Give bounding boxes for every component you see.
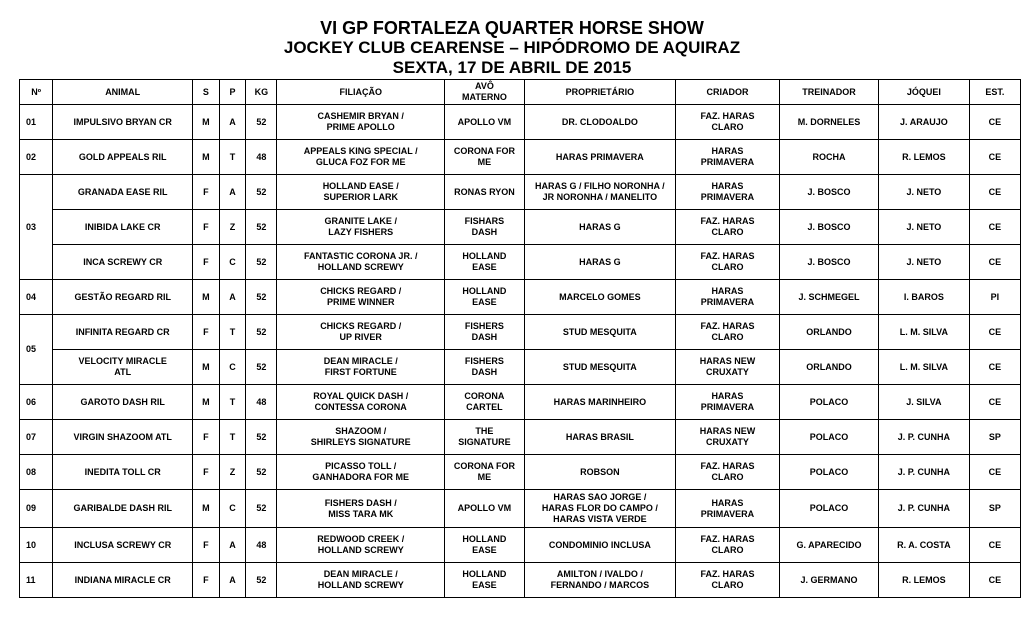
owner-cell: AMILTON / IVALDO / FERNANDO / MARCOS	[524, 563, 675, 598]
state-cell: PI	[969, 280, 1020, 315]
table-row	[20, 140, 1021, 175]
category-cell: T	[219, 315, 246, 350]
maternal-grandsire-cell: RONAS RYON	[444, 175, 524, 210]
trainer-cell: POLACO	[780, 455, 879, 490]
state-cell: SP	[969, 490, 1020, 528]
sex-cell: F	[193, 210, 220, 245]
weight-cell: 52	[246, 420, 277, 455]
sex-cell: F	[193, 315, 220, 350]
weight-cell: 52	[246, 563, 277, 598]
animal-cell: VIRGIN SHAZOOM ATL	[53, 420, 193, 455]
sex-cell: M	[193, 280, 220, 315]
breeder-cell: HARAS PRIMAVERA	[675, 385, 779, 420]
event-title: VI GP FORTALEZA QUARTER HORSE SHOW	[320, 18, 704, 38]
jockey-cell: R. A. COSTA	[878, 528, 969, 563]
category-cell: C	[219, 350, 246, 385]
state-cell: CE	[969, 350, 1020, 385]
sex-cell: F	[193, 175, 220, 210]
breeder-cell: FAZ. HARAS CLARO	[675, 315, 779, 350]
state-cell: CE	[969, 563, 1020, 598]
category-cell: A	[219, 105, 246, 140]
state-cell: CE	[969, 245, 1020, 280]
weight-cell: 48	[246, 140, 277, 175]
owner-cell: DR. CLODOALDO	[524, 105, 675, 140]
category-cell: T	[219, 420, 246, 455]
category-cell: A	[219, 563, 246, 598]
entry-number-cell: 10	[20, 528, 53, 563]
table-row	[20, 350, 1021, 385]
header-row	[20, 80, 1021, 105]
jockey-cell: R. LEMOS	[878, 140, 969, 175]
sex-cell: M	[193, 385, 220, 420]
jockey-cell: I. BAROS	[878, 280, 969, 315]
table-row	[20, 245, 1021, 280]
maternal-grandsire-cell: CORONA FOR ME	[444, 140, 524, 175]
category-cell: T	[219, 140, 246, 175]
weight-cell: 52	[246, 350, 277, 385]
weight-cell: 52	[246, 315, 277, 350]
column-header: EST.	[969, 80, 1020, 105]
animal-cell: INEDITA TOLL CR	[53, 455, 193, 490]
maternal-grandsire-cell: APOLLO VM	[444, 490, 524, 528]
sex-cell: M	[193, 350, 220, 385]
table-row	[20, 105, 1021, 140]
owner-cell: HARAS BRASIL	[524, 420, 675, 455]
animal-cell: INFINITA REGARD CR	[53, 315, 193, 350]
trainer-cell: M. DORNELES	[780, 105, 879, 140]
trainer-cell: J. SCHMEGEL	[780, 280, 879, 315]
entries-table	[19, 79, 1021, 598]
filiation-cell: ROYAL QUICK DASH / CONTESSA CORONA	[277, 385, 445, 420]
table-row	[20, 563, 1021, 598]
trainer-cell: G. APARECIDO	[780, 528, 879, 563]
maternal-grandsire-cell: CORONA FOR ME	[444, 455, 524, 490]
sex-cell: M	[193, 140, 220, 175]
animal-cell: GAROTO DASH RIL	[53, 385, 193, 420]
owner-cell: HARAS G / FILHO NORONHA / JR NORONHA / MANELITO	[524, 175, 675, 210]
breeder-cell: HARAS NEW CRUXATY	[675, 420, 779, 455]
filiation-cell: SHAZOOM / SHIRLEYS SIGNATURE	[277, 420, 445, 455]
weight-cell: 48	[246, 385, 277, 420]
breeder-cell: FAZ. HARAS CLARO	[675, 528, 779, 563]
column-header: ANIMAL	[53, 80, 193, 105]
state-cell: CE	[969, 528, 1020, 563]
sex-cell: F	[193, 528, 220, 563]
trainer-cell: ROCHA	[780, 140, 879, 175]
category-cell: A	[219, 528, 246, 563]
filiation-cell: PICASSO TOLL / GANHADORA FOR ME	[277, 455, 445, 490]
state-cell: CE	[969, 175, 1020, 210]
weight-cell: 52	[246, 280, 277, 315]
table-row	[20, 420, 1021, 455]
weight-cell: 52	[246, 455, 277, 490]
trainer-cell: J. GERMANO	[780, 563, 879, 598]
trainer-cell: J. BOSCO	[780, 245, 879, 280]
owner-cell: STUD MESQUITA	[524, 350, 675, 385]
category-cell: T	[219, 385, 246, 420]
breeder-cell: HARAS PRIMAVERA	[675, 140, 779, 175]
jockey-cell: J. SILVA	[878, 385, 969, 420]
breeder-cell: HARAS PRIMAVERA	[675, 280, 779, 315]
trainer-cell: J. BOSCO	[780, 210, 879, 245]
jockey-cell: J. NETO	[878, 210, 969, 245]
animal-cell: INIBIDA LAKE CR	[53, 210, 193, 245]
weight-cell: 52	[246, 105, 277, 140]
animal-cell: GOLD APPEALS RIL	[53, 140, 193, 175]
weight-cell: 52	[246, 175, 277, 210]
breeder-cell: FAZ. HARAS CLARO	[675, 245, 779, 280]
state-cell: CE	[969, 105, 1020, 140]
category-cell: A	[219, 175, 246, 210]
breeder-cell: HARAS PRIMAVERA	[675, 175, 779, 210]
table-row	[20, 385, 1021, 420]
sex-cell: M	[193, 490, 220, 528]
trainer-cell: ORLANDO	[780, 315, 879, 350]
breeder-cell: FAZ. HARAS CLARO	[675, 563, 779, 598]
table-row	[20, 490, 1021, 528]
animal-cell: VELOCITY MIRACLE ATL	[53, 350, 193, 385]
sex-cell: M	[193, 105, 220, 140]
maternal-grandsire-cell: HOLLAND EASE	[444, 563, 524, 598]
jockey-cell: R. LEMOS	[878, 563, 969, 598]
animal-cell: GARIBALDE DASH RIL	[53, 490, 193, 528]
entry-number-cell: 03	[20, 175, 53, 280]
category-cell: C	[219, 245, 246, 280]
table-row	[20, 528, 1021, 563]
sex-cell: F	[193, 420, 220, 455]
owner-cell: STUD MESQUITA	[524, 315, 675, 350]
sex-cell: F	[193, 245, 220, 280]
state-cell: CE	[969, 140, 1020, 175]
jockey-cell: J. NETO	[878, 245, 969, 280]
table-body	[20, 105, 1021, 598]
category-cell: Z	[219, 210, 246, 245]
animal-cell: GRANADA EASE RIL	[53, 175, 193, 210]
trainer-cell: POLACO	[780, 490, 879, 528]
column-header: CRIADOR	[675, 80, 779, 105]
state-cell: CE	[969, 455, 1020, 490]
column-header: AVÔ MATERNO	[444, 80, 524, 105]
column-header: TREINADOR	[780, 80, 879, 105]
animal-cell: IMPULSIVO BRYAN CR	[53, 105, 193, 140]
maternal-grandsire-cell: APOLLO VM	[444, 105, 524, 140]
trainer-cell: POLACO	[780, 420, 879, 455]
owner-cell: MARCELO GOMES	[524, 280, 675, 315]
filiation-cell: CHICKS REGARD / PRIME WINNER	[277, 280, 445, 315]
column-header: FILIAÇÃO	[277, 80, 445, 105]
trainer-cell: J. BOSCO	[780, 175, 879, 210]
owner-cell: HARAS G	[524, 245, 675, 280]
column-header: P	[219, 80, 246, 105]
event-date: SEXTA, 17 DE ABRIL DE 2015	[392, 58, 632, 77]
column-header: KG	[246, 80, 277, 105]
jockey-cell: J. NETO	[878, 175, 969, 210]
animal-cell: INCLUSA SCREWY CR	[53, 528, 193, 563]
filiation-cell: REDWOOD CREEK / HOLLAND SCREWY	[277, 528, 445, 563]
page-header	[0, 18, 1024, 78]
maternal-grandsire-cell: THE SIGNATURE	[444, 420, 524, 455]
maternal-grandsire-cell: FISHERS DASH	[444, 350, 524, 385]
animal-cell: INDIANA MIRACLE CR	[53, 563, 193, 598]
column-header: JÓQUEI	[878, 80, 969, 105]
category-cell: Z	[219, 455, 246, 490]
entry-number-cell: 01	[20, 105, 53, 140]
column-header: PROPRIETÁRIO	[524, 80, 675, 105]
filiation-cell: GRANITE LAKE / LAZY FISHERS	[277, 210, 445, 245]
filiation-cell: DEAN MIRACLE / HOLLAND SCREWY	[277, 563, 445, 598]
owner-cell: HARAS SAO JORGE / HARAS FLOR DO CAMPO / HARAS VISTA VERDE	[524, 490, 675, 528]
entry-number-cell: 05	[20, 315, 53, 385]
entry-number-cell: 06	[20, 385, 53, 420]
maternal-grandsire-cell: FISHERS DASH	[444, 315, 524, 350]
jockey-cell: J. P. CUNHA	[878, 490, 969, 528]
breeder-cell: FAZ. HARAS CLARO	[675, 210, 779, 245]
filiation-cell: APPEALS KING SPECIAL / GLUCA FOZ FOR ME	[277, 140, 445, 175]
venue-subtitle: JOCKEY CLUB CEARENSE – HIPÓDROMO DE AQUIRAZ	[283, 38, 741, 57]
entry-number-cell: 09	[20, 490, 53, 528]
weight-cell: 52	[246, 245, 277, 280]
maternal-grandsire-cell: FISHARS DASH	[444, 210, 524, 245]
jockey-cell: J. P. CUNHA	[878, 455, 969, 490]
animal-cell: GESTÃO REGARD RIL	[53, 280, 193, 315]
owner-cell: HARAS PRIMAVERA	[524, 140, 675, 175]
breeder-cell: FAZ. HARAS CLARO	[675, 455, 779, 490]
table-row	[20, 280, 1021, 315]
filiation-cell: CASHEMIR BRYAN / PRIME APOLLO	[277, 105, 445, 140]
entry-number-cell: 07	[20, 420, 53, 455]
state-cell: CE	[969, 385, 1020, 420]
owner-cell: HARAS MARINHEIRO	[524, 385, 675, 420]
owner-cell: ROBSON	[524, 455, 675, 490]
filiation-cell: HOLLAND EASE / SUPERIOR LARK	[277, 175, 445, 210]
maternal-grandsire-cell: HOLLAND EASE	[444, 528, 524, 563]
state-cell: SP	[969, 420, 1020, 455]
jockey-cell: L. M. SILVA	[878, 350, 969, 385]
table-row	[20, 210, 1021, 245]
filiation-cell: CHICKS REGARD / UP RIVER	[277, 315, 445, 350]
category-cell: A	[219, 280, 246, 315]
maternal-grandsire-cell: HOLLAND EASE	[444, 280, 524, 315]
jockey-cell: J. ARAUJO	[878, 105, 969, 140]
weight-cell: 52	[246, 490, 277, 528]
trainer-cell: ORLANDO	[780, 350, 879, 385]
jockey-cell: J. P. CUNHA	[878, 420, 969, 455]
animal-cell: INCA SCREWY CR	[53, 245, 193, 280]
breeder-cell: HARAS PRIMAVERA	[675, 490, 779, 528]
column-header: S	[193, 80, 220, 105]
table-row	[20, 175, 1021, 210]
entry-number-cell: 04	[20, 280, 53, 315]
table-row	[20, 315, 1021, 350]
column-header: Nº	[20, 80, 53, 105]
state-cell: CE	[969, 210, 1020, 245]
maternal-grandsire-cell: CORONA CARTEL	[444, 385, 524, 420]
filiation-cell: FISHERS DASH / MISS TARA MK	[277, 490, 445, 528]
category-cell: C	[219, 490, 246, 528]
owner-cell: CONDOMINIO INCLUSA	[524, 528, 675, 563]
breeder-cell: FAZ. HARAS CLARO	[675, 105, 779, 140]
filiation-cell: DEAN MIRACLE / FIRST FORTUNE	[277, 350, 445, 385]
sex-cell: F	[193, 455, 220, 490]
owner-cell: HARAS G	[524, 210, 675, 245]
entry-number-cell: 02	[20, 140, 53, 175]
state-cell: CE	[969, 315, 1020, 350]
weight-cell: 48	[246, 528, 277, 563]
maternal-grandsire-cell: HOLLAND EASE	[444, 245, 524, 280]
filiation-cell: FANTASTIC CORONA JR. / HOLLAND SCREWY	[277, 245, 445, 280]
entry-number-cell: 08	[20, 455, 53, 490]
sex-cell: F	[193, 563, 220, 598]
trainer-cell: POLACO	[780, 385, 879, 420]
weight-cell: 52	[246, 210, 277, 245]
breeder-cell: HARAS NEW CRUXATY	[675, 350, 779, 385]
table-row	[20, 455, 1021, 490]
entry-number-cell: 11	[20, 563, 53, 598]
jockey-cell: L. M. SILVA	[878, 315, 969, 350]
